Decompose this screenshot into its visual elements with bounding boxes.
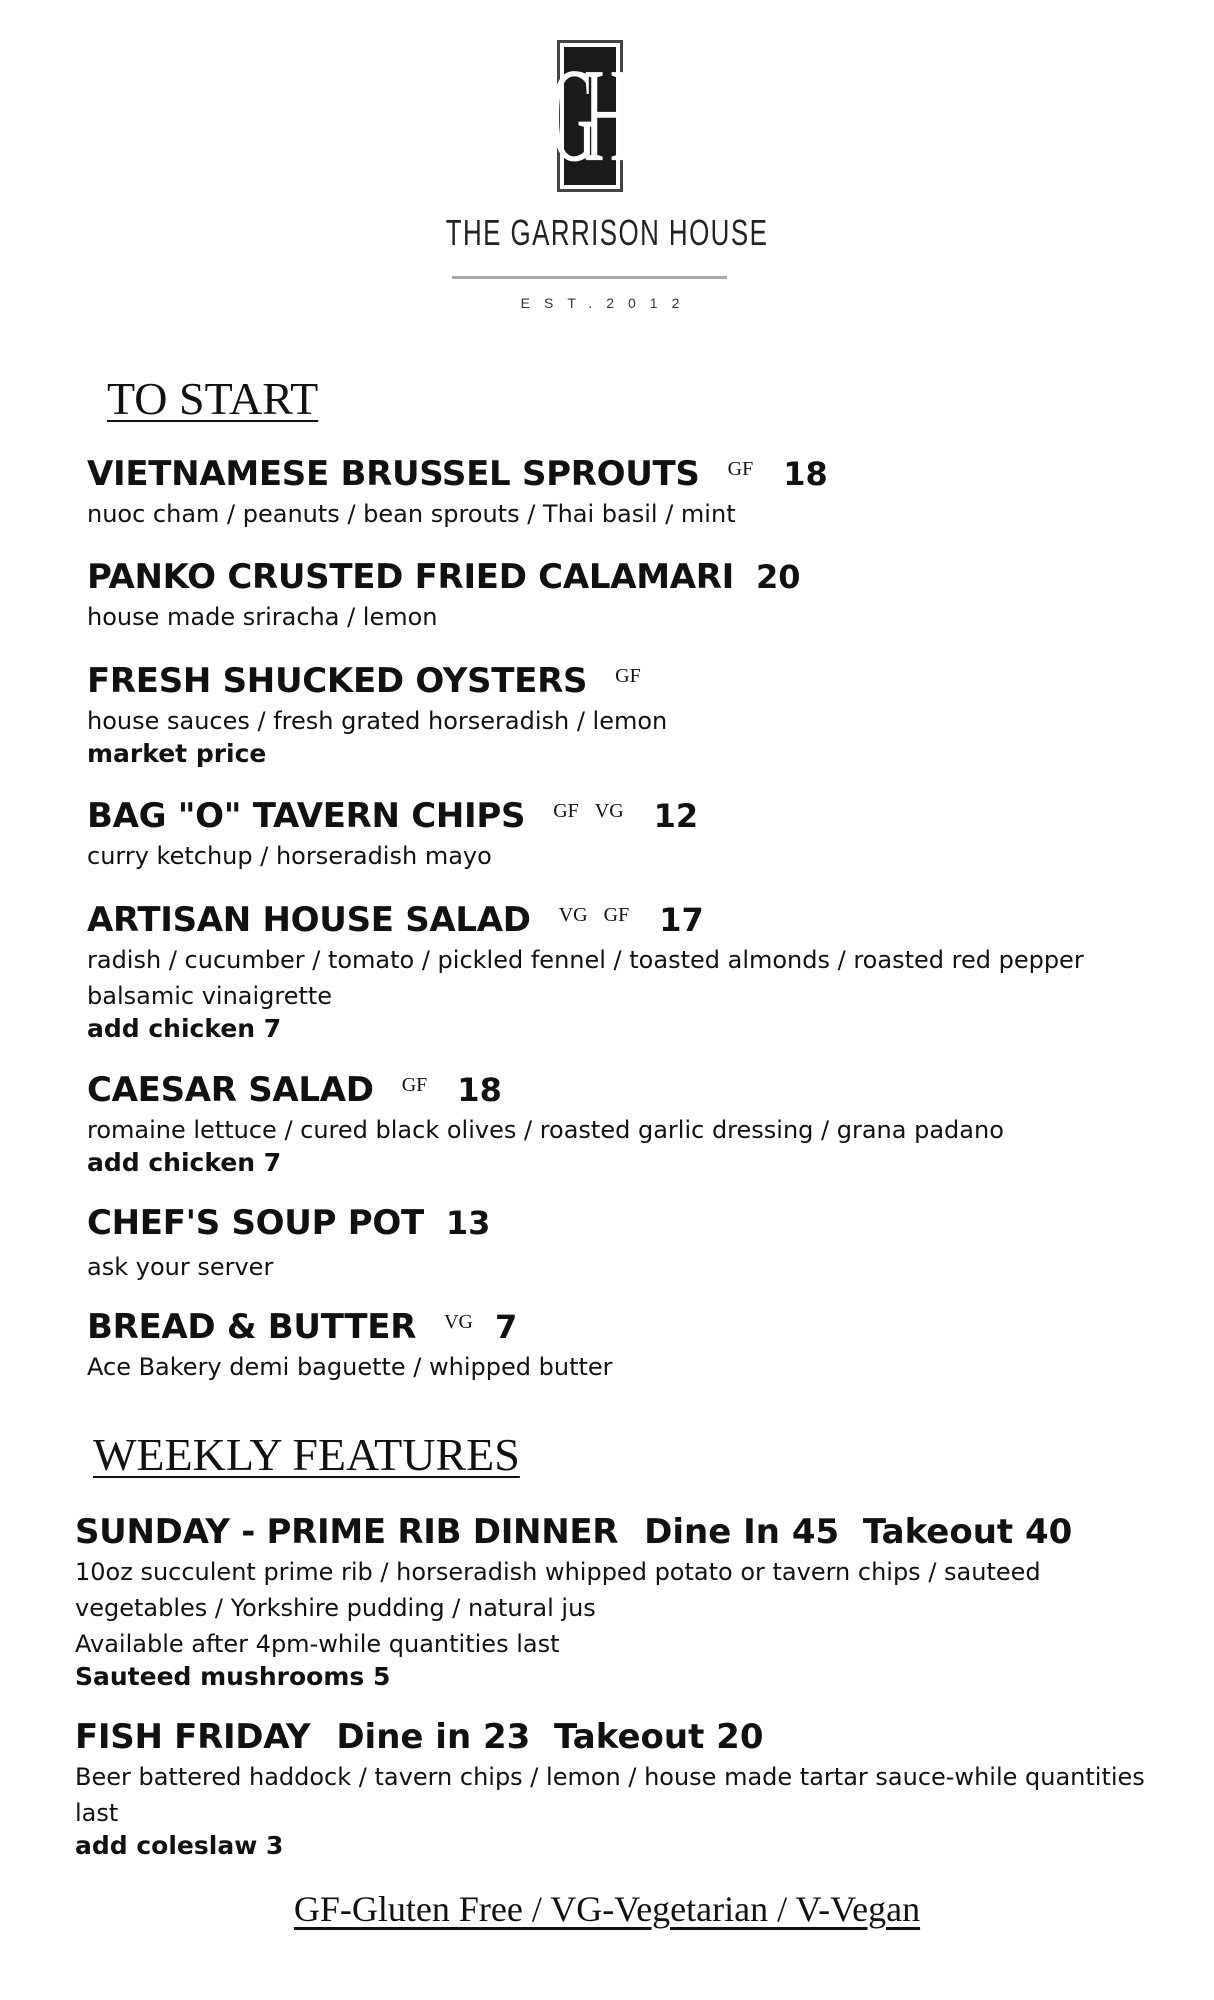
item-description: Ace Bakery demi baguette / whipped butter (87, 1353, 613, 1381)
logo-divider (452, 276, 727, 279)
item-name: PANKO CRUSTED FRIED CALAMARI (87, 557, 734, 597)
dietary-tag: GF (401, 1074, 428, 1096)
dietary-tag: GF (615, 665, 641, 687)
dietary-tag: GF (603, 904, 630, 926)
restaurant-logo (0, 0, 1214, 330)
feature-item (75, 1512, 1175, 1692)
item-name: ARTISAN HOUSE SALAD (87, 900, 531, 940)
item-description: balsamic vinaigrette (87, 982, 333, 1010)
feature-extra: Sauteed mushrooms 5 (75, 1662, 391, 1691)
item-price: 13 (445, 1204, 491, 1242)
dietary-tag: VG (558, 904, 588, 926)
item-description: curry ketchup / horseradish mayo (87, 842, 492, 870)
feature-price: Dine in 23 Takeout 20 (336, 1717, 764, 1757)
menu-item (87, 557, 1147, 635)
section-title-weekly-features: WEEKLY FEATURES (93, 1429, 520, 1480)
item-price: 18 (783, 455, 828, 493)
item-description: romaine lettuce / cured black olives / roasted garlic dressing / grana padano (87, 1116, 1004, 1144)
item-name: CHEF'S SOUP POT (87, 1203, 424, 1243)
feature-name: SUNDAY - PRIME RIB DINNER (75, 1512, 619, 1552)
established-year: EST.2012 (520, 295, 694, 311)
feature-name: FISH FRIDAY (75, 1717, 311, 1757)
feature-description: Beer battered haddock / tavern chips / lemon / house made tartar sauce-while quantities (75, 1763, 1145, 1791)
item-price: 12 (653, 797, 699, 835)
item-extra: add chicken 7 (87, 1148, 282, 1177)
dietary-tag: GF (553, 800, 579, 822)
item-extra: market price (87, 739, 267, 768)
item-price: 7 (494, 1308, 518, 1346)
item-description: house sauces / fresh grated horseradish / lemon (87, 707, 668, 735)
item-name: BAG "O" TAVERN CHIPS (87, 796, 526, 836)
restaurant-name: THE GARRISON HOUSE (445, 212, 769, 253)
feature-description: 10oz succulent prime rib / horseradish whipped potato or tavern chips / sauteed (75, 1558, 1041, 1586)
item-description: nuoc cham / peanuts / bean sprouts / Thai basil / mint (87, 500, 736, 528)
item-price: 20 (756, 558, 801, 596)
menu-item (87, 796, 1147, 874)
feature-description: vegetables / Yorkshire pudding / natural jus (75, 1594, 596, 1622)
dietary-tag: VG (594, 800, 624, 822)
item-name: BREAD & BUTTER (87, 1307, 417, 1347)
menu-item (87, 900, 1147, 1044)
dietary-legend: GF-Gluten Free / VG-Vegetarian / V-Vegan (293, 1889, 921, 1929)
feature-description: Available after 4pm-while quantities last (75, 1630, 560, 1658)
item-description: ask your server (87, 1253, 274, 1281)
item-name: CAESAR SALAD (87, 1070, 374, 1110)
feature-price: Dine In 45 Takeout 40 (644, 1512, 1073, 1552)
item-description: house made sriracha / lemon (87, 603, 438, 631)
section-title-to-start: TO START (107, 373, 319, 424)
menu-item (87, 1307, 1147, 1385)
item-extra: add chicken 7 (87, 1014, 282, 1043)
dietary-tag: GF (727, 458, 754, 480)
feature-description: last (75, 1799, 119, 1827)
item-description: radish / cucumber / tomato / pickled fennel / toasted almonds / roasted red pepper (87, 946, 1084, 974)
monogram-letters: GH (549, 40, 619, 190)
monogram-emblem (549, 40, 623, 192)
feature-item (75, 1717, 1175, 1861)
item-name: FRESH SHUCKED OYSTERS (87, 661, 588, 701)
feature-extra: add coleslaw 3 (75, 1831, 284, 1860)
item-name: VIETNAMESE BRUSSEL SPROUTS (87, 454, 700, 494)
menu-item (87, 1070, 1147, 1178)
menu-item (87, 1203, 1147, 1285)
menu-item (87, 454, 1147, 532)
item-price: 17 (659, 901, 704, 939)
menu-item (87, 661, 1147, 769)
item-price: 18 (457, 1071, 502, 1109)
dietary-tag: VG (444, 1311, 473, 1333)
